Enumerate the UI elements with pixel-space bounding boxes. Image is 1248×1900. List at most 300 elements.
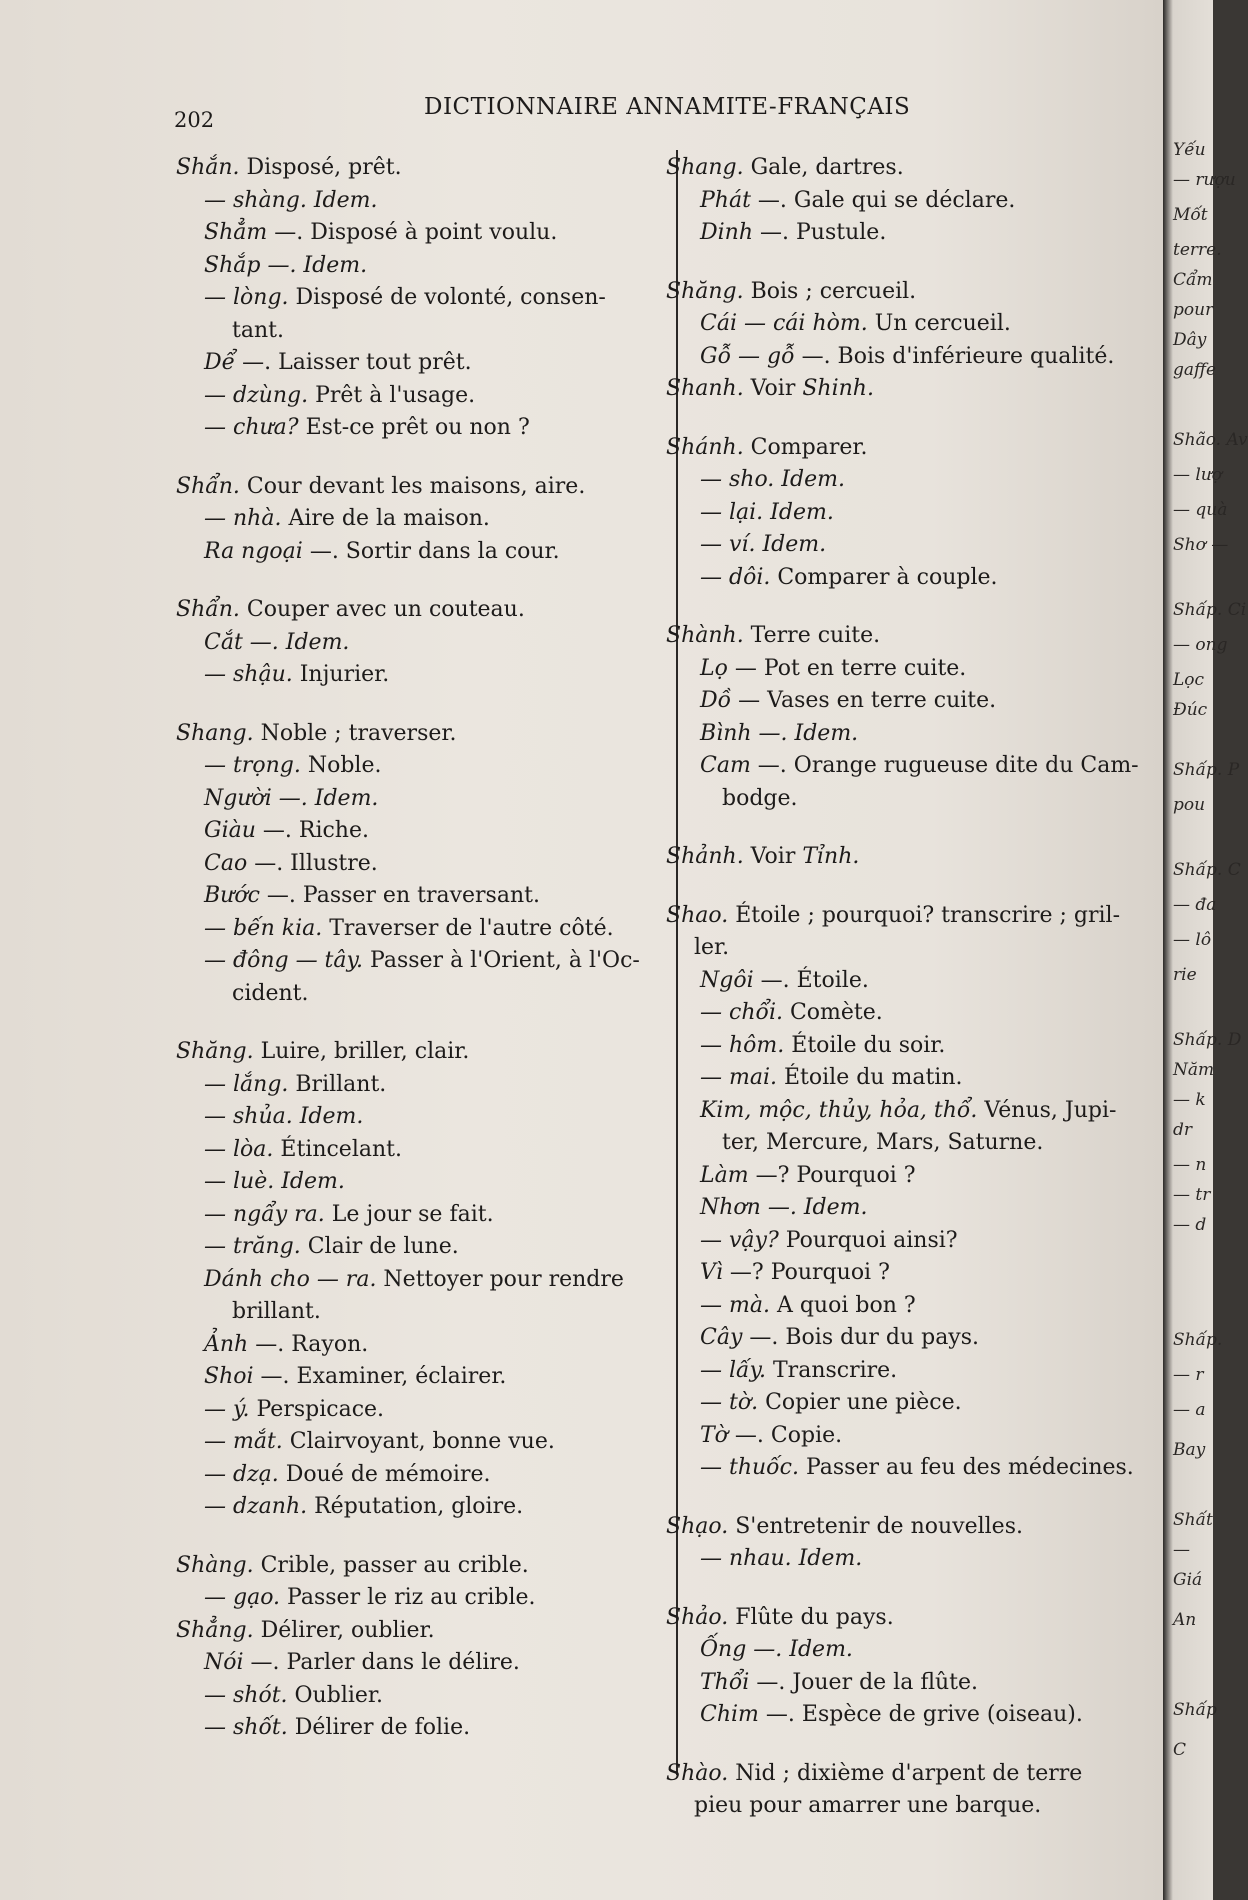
headword: Shành. bbox=[666, 623, 744, 648]
definition-text: Voir bbox=[743, 844, 803, 869]
entry-headword-line bbox=[176, 718, 662, 751]
definition-text: Flûte du pays. bbox=[728, 1604, 894, 1630]
definition-text: —. Idem. bbox=[271, 785, 379, 811]
entry-headword-line bbox=[176, 1615, 662, 1648]
entry-headword-line bbox=[176, 152, 662, 185]
entry-sub-line bbox=[666, 497, 1146, 530]
headword: Shăng. bbox=[176, 1039, 254, 1064]
entry-sub-line bbox=[176, 1199, 662, 1232]
definition-text: Idem. bbox=[755, 532, 827, 557]
headword: Shang. bbox=[176, 720, 254, 746]
headword: — shậu. bbox=[204, 662, 293, 687]
headword: — tờ. bbox=[700, 1390, 759, 1415]
entry-sub-line bbox=[666, 1699, 1146, 1732]
headword: — dzanh. bbox=[204, 1494, 308, 1519]
entry-sub-line bbox=[176, 1166, 662, 1199]
entry-sub-line bbox=[666, 1127, 1146, 1160]
headword: — ví. bbox=[700, 532, 756, 557]
headword: Shánh. bbox=[666, 434, 744, 460]
entry-sub-line bbox=[666, 1634, 1146, 1667]
entry-headword-line bbox=[666, 432, 1146, 465]
dictionary-entry bbox=[666, 620, 1146, 815]
definition-text: —. Idem. bbox=[746, 1637, 853, 1662]
definition-text: —. Étoile. bbox=[753, 967, 869, 993]
headword: — bến kia. bbox=[204, 915, 323, 941]
headword: Shắn. bbox=[176, 155, 240, 180]
headword: Ra ngoại bbox=[204, 538, 303, 564]
entry-sub-line bbox=[176, 217, 662, 250]
next-page-fragment: — d bbox=[1173, 1215, 1207, 1235]
next-page-fragment: — ong bbox=[1173, 635, 1228, 655]
definition-text: Gale, dartres. bbox=[743, 155, 904, 180]
entry-sub-line bbox=[176, 1361, 662, 1394]
entry-sub-line bbox=[176, 1680, 662, 1713]
headword: Shảnh. bbox=[666, 844, 744, 869]
headword: — nhau. bbox=[700, 1546, 792, 1571]
next-page-fragment: terre. bbox=[1173, 240, 1222, 260]
headword: Shạo. bbox=[666, 1513, 729, 1539]
entry-sub-line bbox=[666, 1420, 1146, 1453]
headword: Cây bbox=[700, 1325, 743, 1350]
entry-sub-line bbox=[176, 412, 662, 445]
entry-sub-line bbox=[176, 659, 662, 692]
headword: — trăng. bbox=[204, 1234, 301, 1259]
headword: — shốt. bbox=[204, 1715, 288, 1740]
headword: Shẩn. bbox=[176, 597, 240, 622]
definition-text: Luire, briller, clair. bbox=[253, 1039, 470, 1064]
definition-text: —. Pustule. bbox=[753, 220, 887, 245]
definition-text: pieu pour amarrer une barque. bbox=[694, 1793, 1042, 1818]
entry-sub-line bbox=[176, 1712, 662, 1745]
next-page-edge bbox=[1163, 0, 1248, 1900]
entry-sub-line bbox=[176, 1296, 662, 1329]
definition-text: Voir bbox=[743, 376, 803, 401]
headword: — sho. bbox=[700, 467, 775, 492]
headword: Cái — cái hòm. bbox=[700, 311, 868, 336]
entry-sub-line bbox=[176, 185, 662, 218]
entry-sub-line bbox=[666, 1790, 1146, 1823]
entry-sub-line bbox=[176, 1264, 662, 1297]
entry-sub-line bbox=[666, 529, 1146, 562]
entry-sub-line bbox=[666, 217, 1146, 250]
entry-sub-line bbox=[176, 1231, 662, 1264]
headword: Giàu bbox=[204, 818, 256, 843]
page-number: 202 bbox=[174, 108, 215, 132]
entry-headword-line bbox=[666, 1602, 1146, 1635]
headword: — trọng. bbox=[204, 753, 301, 778]
headword: Thổi bbox=[700, 1669, 750, 1695]
definition-text: Étoile du matin. bbox=[777, 1065, 963, 1090]
entry-sub-line bbox=[176, 783, 662, 816]
next-page-fragment: — k bbox=[1173, 1090, 1206, 1110]
definition-text: Passer le riz au crible. bbox=[280, 1585, 536, 1610]
entry-sub-line bbox=[176, 250, 662, 283]
next-page-fragment: — a bbox=[1173, 1400, 1206, 1420]
entry-sub-line bbox=[666, 1667, 1146, 1700]
next-page-fragment: — rượu bbox=[1173, 170, 1236, 190]
entry-sub-line bbox=[666, 653, 1146, 686]
headword: — shót. bbox=[204, 1682, 288, 1708]
headword: — dôi. bbox=[700, 564, 771, 590]
headword: Làm bbox=[700, 1162, 749, 1188]
headword: Cắt bbox=[204, 629, 243, 655]
entry-sub-line bbox=[666, 750, 1146, 783]
entry-sub-line bbox=[666, 1355, 1146, 1388]
entry-sub-line bbox=[666, 1290, 1146, 1323]
headword: Bước bbox=[204, 883, 260, 908]
definition-text: Noble ; traverser. bbox=[253, 720, 457, 746]
next-page-fragment: rie bbox=[1173, 965, 1197, 985]
next-page-fragment: Shấp. bbox=[1173, 1330, 1223, 1350]
definition-text: Oublier. bbox=[287, 1682, 383, 1708]
headword: Dánh cho — ra. bbox=[204, 1266, 377, 1292]
definition-text: —. Sortir dans la cour. bbox=[302, 538, 560, 564]
dictionary-entry bbox=[176, 1550, 662, 1745]
headword: — shủa. bbox=[204, 1104, 293, 1129]
headword: — mắt. bbox=[204, 1429, 283, 1454]
headword: Người bbox=[204, 785, 272, 811]
definition-text: —. Idem. bbox=[751, 720, 859, 746]
dictionary-entry bbox=[176, 471, 662, 569]
entry-sub-line bbox=[176, 1101, 662, 1134]
headword: Ống bbox=[700, 1637, 747, 1662]
left-column bbox=[176, 152, 662, 1771]
definition-text: Brillant. bbox=[288, 1071, 387, 1097]
definition-text: Vénus, Jupi- bbox=[977, 1097, 1117, 1123]
headword: Ảnh bbox=[204, 1331, 249, 1357]
headword: — lắng. bbox=[204, 1071, 289, 1097]
entry-sub-line bbox=[666, 1225, 1146, 1258]
headword: Dinh bbox=[700, 220, 754, 245]
definition-text: Étoile du soir. bbox=[784, 1032, 946, 1058]
headword: Nhơn bbox=[700, 1195, 761, 1220]
next-page-fragment: Shấp bbox=[1173, 1700, 1217, 1720]
next-page-fragment: Yếu bbox=[1173, 140, 1206, 160]
entry-sub-line bbox=[176, 945, 662, 978]
entry-sub-line bbox=[176, 913, 662, 946]
definition-text: Étoile ; pourquoi? transcrire ; gril- bbox=[728, 902, 1121, 928]
definition-text: —. Riche. bbox=[255, 818, 369, 843]
definition-text: —? Pourquoi ? bbox=[748, 1162, 916, 1188]
entry-sub-line bbox=[666, 185, 1146, 218]
definition-text: —. Copie. bbox=[727, 1422, 843, 1448]
entry-sub-line bbox=[666, 1095, 1146, 1128]
definition-text: Est-ce prêt ou non ? bbox=[298, 415, 530, 440]
definition-text: Passer à l'Orient, à l'Oc- bbox=[363, 948, 640, 973]
headword: Phát bbox=[700, 187, 751, 213]
definition-text: Injurier. bbox=[292, 662, 390, 687]
headword: Shảo. bbox=[666, 1604, 729, 1630]
dictionary-entry bbox=[666, 1758, 1146, 1823]
headword: Vì bbox=[700, 1260, 723, 1285]
next-page-fragment: Bay bbox=[1173, 1440, 1206, 1460]
definition-text: Idem. bbox=[763, 499, 834, 525]
next-page-fragment: Shấp. P bbox=[1173, 760, 1240, 780]
entry-sub-line bbox=[666, 1543, 1146, 1576]
definition-text: Crible, passer au crible. bbox=[253, 1552, 529, 1578]
next-page-fragment: Mốt bbox=[1173, 205, 1208, 225]
headword: — mà. bbox=[700, 1292, 770, 1318]
headword: — dzạ. bbox=[204, 1461, 279, 1487]
entry-sub-line bbox=[666, 932, 1146, 965]
entry-headword-line bbox=[666, 1758, 1146, 1791]
headword: — thuốc. bbox=[700, 1455, 799, 1480]
next-page-fragment: Cẩm bbox=[1173, 270, 1213, 290]
headword: — chổi. bbox=[700, 1000, 783, 1025]
next-page-fragment: — tr bbox=[1173, 1185, 1211, 1205]
definition-text: Cour devant les maisons, aire. bbox=[239, 473, 586, 499]
definition-text: —. Idem. bbox=[242, 629, 350, 655]
definition-text: S'entretenir de nouvelles. bbox=[728, 1513, 1023, 1539]
definition-text: Comparer. bbox=[743, 434, 868, 460]
next-page-fragment: pou bbox=[1173, 795, 1206, 815]
entry-sub-line bbox=[176, 1582, 662, 1615]
entry-sub-line bbox=[176, 1459, 662, 1492]
entry-headword-line bbox=[176, 1550, 662, 1583]
definition-text: —. Espèce de grive (oiseau). bbox=[758, 1702, 1083, 1727]
definition-text: Nid ; dixième d'arpent de terre bbox=[728, 1760, 1083, 1786]
definition-text: Doué de mémoire. bbox=[278, 1461, 491, 1487]
entry-sub-line bbox=[666, 997, 1146, 1030]
entry-sub-line bbox=[176, 1394, 662, 1427]
definition-text: — Pot en terre cuite. bbox=[727, 655, 967, 681]
definition-text: Étincelant. bbox=[273, 1136, 402, 1162]
headword: Dể bbox=[204, 350, 236, 375]
definition-text: Disposé de volonté, consen- bbox=[288, 285, 606, 310]
next-page-fragment: Shấp. D bbox=[1173, 1030, 1242, 1050]
definition-text: Bois ; cercueil. bbox=[743, 278, 917, 304]
headword: — vậy? bbox=[700, 1227, 779, 1253]
definition-text: —. Passer en traversant. bbox=[259, 883, 540, 908]
headword: — lòng. bbox=[204, 285, 289, 310]
entry-sub-line bbox=[176, 750, 662, 783]
next-page-fragment: — bbox=[1173, 1540, 1190, 1560]
right-column bbox=[666, 152, 1146, 1849]
definition-text: —. Disposé à point voulu. bbox=[267, 220, 558, 245]
entry-sub-line bbox=[176, 1491, 662, 1524]
cross-reference: Tỉnh. bbox=[802, 844, 860, 869]
definition-text: brillant. bbox=[232, 1299, 321, 1324]
headword: Kim, mộc, thủy, hỏa, thổ. bbox=[700, 1097, 978, 1123]
entry-sub-line bbox=[666, 1452, 1146, 1485]
next-page-fragment: — lô bbox=[1173, 930, 1212, 950]
next-page-fragment: Dây bbox=[1173, 330, 1207, 350]
next-page-fragment: C bbox=[1173, 1740, 1187, 1760]
definition-text: Idem. bbox=[274, 1169, 345, 1194]
headword: Lọ bbox=[700, 655, 728, 681]
headword: — ý. bbox=[204, 1396, 250, 1422]
definition-text: Perspicace. bbox=[249, 1396, 385, 1422]
definition-text: —. Laisser tout prêt. bbox=[235, 350, 472, 375]
dictionary-entry bbox=[666, 841, 1146, 874]
next-page-fragment: Đúc bbox=[1173, 700, 1208, 720]
entry-sub-line bbox=[176, 347, 662, 380]
definition-text: cident. bbox=[232, 980, 309, 1006]
headword: Cao bbox=[204, 850, 248, 876]
entry-sub-line bbox=[176, 315, 662, 348]
definition-text: Pourquoi ainsi? bbox=[778, 1227, 958, 1253]
definition-text: —. Orange rugueuse dite du Cam- bbox=[750, 753, 1139, 778]
definition-text: Disposé, prêt. bbox=[239, 155, 402, 180]
entry-sub-line bbox=[176, 1647, 662, 1680]
headword: Shẳng. bbox=[176, 1617, 254, 1643]
next-page-fragment: dr bbox=[1173, 1120, 1193, 1140]
next-page-fragment: Shơ — bbox=[1173, 535, 1229, 555]
entry-sub-line bbox=[666, 341, 1146, 374]
definition-text: —. Rayon. bbox=[248, 1331, 369, 1357]
definition-text: Traverser de l'autre côté. bbox=[322, 915, 614, 941]
entry-sub-line bbox=[666, 464, 1146, 497]
entry-sub-line bbox=[176, 282, 662, 315]
headword: Tờ bbox=[700, 1422, 728, 1448]
definition-text: Aire de la maison. bbox=[281, 506, 490, 531]
headword: Ngôi bbox=[700, 967, 754, 993]
headword: Gỗ — gỗ bbox=[700, 343, 795, 369]
headword: Nói bbox=[204, 1650, 244, 1675]
next-page-fragment: Shão. Av bbox=[1173, 430, 1248, 450]
entry-sub-line bbox=[176, 380, 662, 413]
next-page-fragment: Shấp. C bbox=[1173, 860, 1241, 880]
definition-text: —. Bois d'inférieure qualité. bbox=[794, 343, 1115, 369]
entry-sub-line bbox=[176, 1069, 662, 1102]
entry-headword-line bbox=[666, 620, 1146, 653]
headword: — gạo. bbox=[204, 1585, 281, 1610]
definition-text: Comète. bbox=[782, 1000, 883, 1025]
headword: Chim bbox=[700, 1702, 759, 1727]
entry-headword-line bbox=[666, 373, 1146, 406]
next-page-fragment: — quà bbox=[1173, 500, 1228, 520]
entry-sub-line bbox=[176, 880, 662, 913]
next-page-fragment: An bbox=[1173, 1610, 1197, 1630]
next-page-fragment: Giá bbox=[1173, 1570, 1203, 1590]
dictionary-entry bbox=[666, 1511, 1146, 1576]
dictionary-entry bbox=[176, 1036, 662, 1524]
definition-text: —. Examiner, éclairer. bbox=[253, 1364, 507, 1389]
entry-sub-line bbox=[176, 978, 662, 1011]
definition-text: — Vases en terre cuite. bbox=[731, 688, 997, 713]
entry-sub-line bbox=[176, 848, 662, 881]
entry-sub-line bbox=[666, 718, 1146, 751]
definition-text: Délirer, oublier. bbox=[253, 1617, 435, 1643]
definition-text: Idem. bbox=[791, 1546, 863, 1571]
entry-sub-line bbox=[176, 627, 662, 660]
next-page-fragment: — đa bbox=[1173, 895, 1217, 915]
dictionary-entry bbox=[666, 900, 1146, 1485]
definition-text: —. Idem. bbox=[760, 1195, 868, 1220]
entry-sub-line bbox=[176, 1426, 662, 1459]
entry-headword-line bbox=[176, 471, 662, 504]
next-page-fragment: Shấp. Ci bbox=[1173, 600, 1247, 620]
headword: Shào. bbox=[666, 1760, 729, 1786]
entry-sub-line bbox=[176, 815, 662, 848]
definition-text: Le jour se fait. bbox=[324, 1201, 494, 1227]
entry-sub-line bbox=[666, 1257, 1146, 1290]
entry-headword-line bbox=[666, 900, 1146, 933]
headword: Shoi bbox=[204, 1364, 254, 1389]
definition-text: —. Parler dans le délire. bbox=[243, 1650, 520, 1675]
entry-sub-line bbox=[666, 965, 1146, 998]
definition-text: ter, Mercure, Mars, Saturne. bbox=[722, 1130, 1044, 1155]
definition-text: Comparer à couple. bbox=[770, 564, 998, 590]
dictionary-entry bbox=[666, 276, 1146, 406]
definition-text: A quoi bon ? bbox=[769, 1292, 916, 1318]
entry-headword-line bbox=[176, 594, 662, 627]
next-page-fragment: — r bbox=[1173, 1365, 1204, 1385]
headword: Shẩn. bbox=[176, 473, 240, 499]
headword: — lại. bbox=[700, 499, 764, 525]
cross-reference: Shinh. bbox=[802, 376, 874, 401]
definition-text: Noble. bbox=[300, 753, 382, 778]
entry-sub-line bbox=[666, 1387, 1146, 1420]
definition-text: —? Pourquoi ? bbox=[722, 1260, 890, 1285]
dictionary-entry bbox=[666, 432, 1146, 595]
next-page-fragment: gaffe bbox=[1173, 360, 1217, 380]
next-page-fragment: — n bbox=[1173, 1155, 1207, 1175]
headword: Shắp bbox=[204, 252, 261, 278]
definition-text: Un cercueil. bbox=[867, 311, 1011, 336]
entry-sub-line bbox=[666, 783, 1146, 816]
entry-sub-line bbox=[666, 1160, 1146, 1193]
entry-sub-line bbox=[666, 1030, 1146, 1063]
entry-sub-line bbox=[666, 1322, 1146, 1355]
headword: Bình bbox=[700, 720, 752, 746]
headword: — luè. bbox=[204, 1169, 275, 1194]
headword: — chưa? bbox=[204, 415, 299, 440]
entry-sub-line bbox=[666, 308, 1146, 341]
entry-sub-line bbox=[666, 1192, 1146, 1225]
running-header: DICTIONNAIRE ANNAMITE-FRANÇAIS bbox=[424, 94, 911, 120]
definition-text: —. Jouer de la flûte. bbox=[749, 1669, 979, 1695]
headword: — shàng. bbox=[204, 187, 307, 213]
headword: — mai. bbox=[700, 1065, 777, 1090]
definition-text: Idem. bbox=[292, 1104, 364, 1129]
entry-sub-line bbox=[176, 1329, 662, 1362]
headword: Shăng. bbox=[666, 278, 744, 304]
headword: — đông — tây. bbox=[204, 948, 364, 973]
definition-text: Transcrire. bbox=[766, 1357, 898, 1383]
dictionary-entry bbox=[176, 594, 662, 692]
headword: — lấy. bbox=[700, 1357, 767, 1383]
definition-text: —. Gale qui se déclare. bbox=[750, 187, 1016, 213]
entry-sub-line bbox=[176, 536, 662, 569]
definition-text: Nettoyer pour rendre bbox=[376, 1266, 624, 1292]
dictionary-entry bbox=[666, 152, 1146, 250]
definition-text: ler. bbox=[694, 935, 730, 960]
definition-text: Réputation, gloire. bbox=[307, 1494, 524, 1519]
entry-headword-line bbox=[666, 1511, 1146, 1544]
headword: Cam bbox=[700, 753, 751, 778]
definition-text: Couper avec un couteau. bbox=[239, 597, 525, 622]
entry-sub-line bbox=[666, 685, 1146, 718]
definition-text: —. Illustre. bbox=[247, 850, 378, 876]
next-page-fragment: — lượ bbox=[1173, 465, 1223, 485]
entry-headword-line bbox=[666, 276, 1146, 309]
definition-text: Clairvoyant, bonne vue. bbox=[282, 1429, 555, 1454]
headword: Dồ bbox=[700, 688, 732, 713]
headword: — ngẩy ra. bbox=[204, 1201, 325, 1227]
entry-sub-line bbox=[666, 562, 1146, 595]
headword: Shẳm bbox=[204, 220, 268, 245]
headword: Shao. bbox=[666, 902, 729, 928]
next-page-fragment: pour bbox=[1173, 300, 1214, 320]
headword: — dzùng. bbox=[204, 382, 309, 408]
definition-text: Prêt à l'usage. bbox=[308, 382, 476, 408]
definition-text: bodge. bbox=[722, 785, 798, 811]
definition-text: Délirer de folie. bbox=[287, 1715, 471, 1740]
headword: Shanh. bbox=[666, 376, 744, 401]
next-page-fragment: Shất bbox=[1173, 1510, 1213, 1530]
definition-text: —. Bois dur du pays. bbox=[742, 1325, 980, 1350]
